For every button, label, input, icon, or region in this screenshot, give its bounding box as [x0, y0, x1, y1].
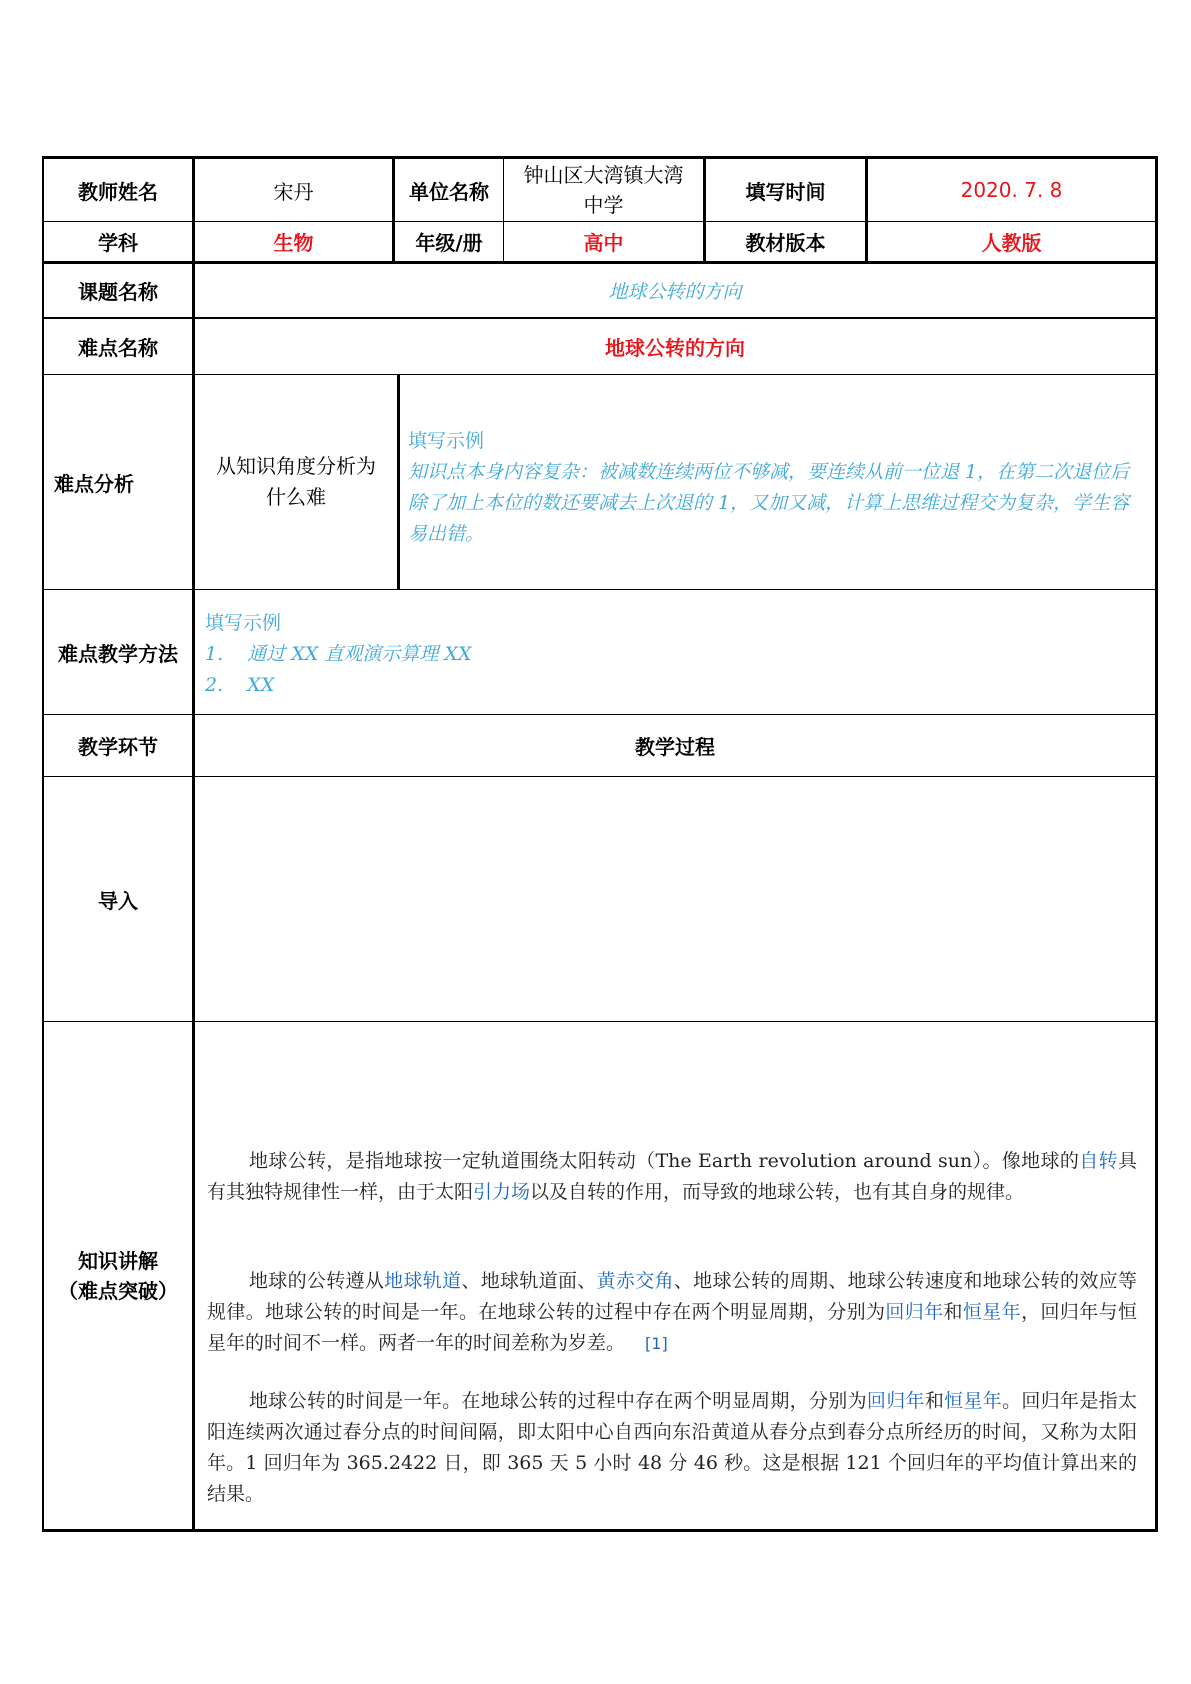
link-sidereal-year[interactable]: 恒星年	[944, 1390, 1003, 1412]
method-label: 难点教学方法	[58, 641, 178, 666]
method-item: 2. XX	[205, 674, 275, 696]
link-sidereal-year[interactable]: 恒星年	[962, 1301, 1022, 1323]
unit-label: 单位名称	[409, 179, 489, 204]
knowledge-label-line1: 知识讲解	[78, 1248, 158, 1273]
grade-label: 年级/册	[415, 231, 483, 255]
subject-value: 生物	[273, 231, 314, 255]
link-tropical-year[interactable]: 回归年	[885, 1301, 944, 1323]
knowledge-label-line2: （难点突破）	[58, 1278, 178, 1303]
analysis-example-body: 知识点本身内容复杂：被减数连续两位不够减，要连续从前一位退 1，在第二次退位后除了加上本位的数还要减去上次退的 1，又加又减，计算上思维过程交为复杂，学生容易出错。	[408, 461, 1130, 545]
knowledge-label	[44, 1022, 192, 1529]
knowledge-paragraph-2: 地球的公转遵从地球轨道、地球轨道面、黄赤交角、地球公转的周期、地球公转速度和地球公转的效应等规律。地球公转的时间是一年。在地球公转的过程中存在两个明显周期，分别为回归年和恒星年，回归年与恒星年的时间不一样。两者一年的时间差称为岁差。 [1]	[207, 1270, 1137, 1354]
link-rotation[interactable]: 自转	[1079, 1150, 1118, 1172]
unit-value: 钟山区大湾镇大湾中学	[523, 163, 684, 217]
topic-value: 地球公转的方向	[608, 281, 742, 303]
link-tropical-year[interactable]: 回归年	[866, 1390, 925, 1412]
subject-label: 学科	[98, 231, 138, 255]
knowledge-paragraph-3: 地球公转的时间是一年。在地球公转的过程中存在两个明显周期，分别为回归年和恒星年。回归年是指太阳连续两次通过春分点的时间间隔，即太阳中心自西向东沿黄道从春分点到春分点所经历的时间，又称为太阳年。1 回归年为 365.2422 日，即 365 天 5 小时 48 分 46 秒。这是根据 121 个回归年的平均值计算出来的结果。	[207, 1390, 1137, 1505]
date-label: 填写时间	[745, 179, 826, 204]
edition-label: 教材版本	[745, 231, 826, 255]
link-earth-orbit[interactable]: 地球轨道	[384, 1270, 462, 1292]
edition-value: 人教版	[981, 231, 1042, 255]
link-gravity-field[interactable]: 引力场	[473, 1181, 531, 1203]
analysis-sub-label: 从知识角度分析为什么难	[216, 454, 376, 509]
teacher-label: 教师姓名	[78, 179, 158, 204]
method-example	[205, 608, 1105, 701]
difficulty-label: 难点名称	[78, 336, 158, 360]
process-value: 教学过程	[635, 735, 715, 759]
date-value: 2020. 7. 8	[960, 178, 1063, 202]
method-example-title: 填写示例	[205, 612, 282, 634]
rule	[42, 589, 1158, 590]
difficulty-value: 地球公转的方向	[605, 336, 745, 360]
link-obliquity[interactable]: 黄赤交角	[596, 1270, 674, 1292]
analysis-label: 难点分析	[54, 471, 134, 496]
intro-label: 导入	[98, 888, 138, 913]
rule	[42, 1529, 1158, 1532]
method-item: 1. 通过 XX 直观演示算理 XX	[205, 643, 472, 665]
topic-label: 课题名称	[78, 280, 158, 304]
rule	[1155, 156, 1158, 1532]
knowledge-paragraph-1: 地球公转，是指地球按一定轨道围绕太阳转动（The Earth revolution around sun）。像地球的自转具有其独特规律性一样，由于太阳引力场以及自转的作用，而导致的地球公转，也有其自身的规律。	[207, 1150, 1137, 1203]
process-label: 教学环节	[78, 735, 158, 759]
analysis-example	[408, 426, 1146, 550]
analysis-example-title: 填写示例	[408, 430, 485, 452]
rule	[42, 776, 1158, 777]
citation-link[interactable]: [1]	[645, 1334, 668, 1353]
teacher-value: 宋丹	[273, 179, 314, 204]
grade-value: 高中	[583, 231, 624, 255]
rule	[397, 374, 400, 590]
rule	[42, 1021, 1158, 1022]
